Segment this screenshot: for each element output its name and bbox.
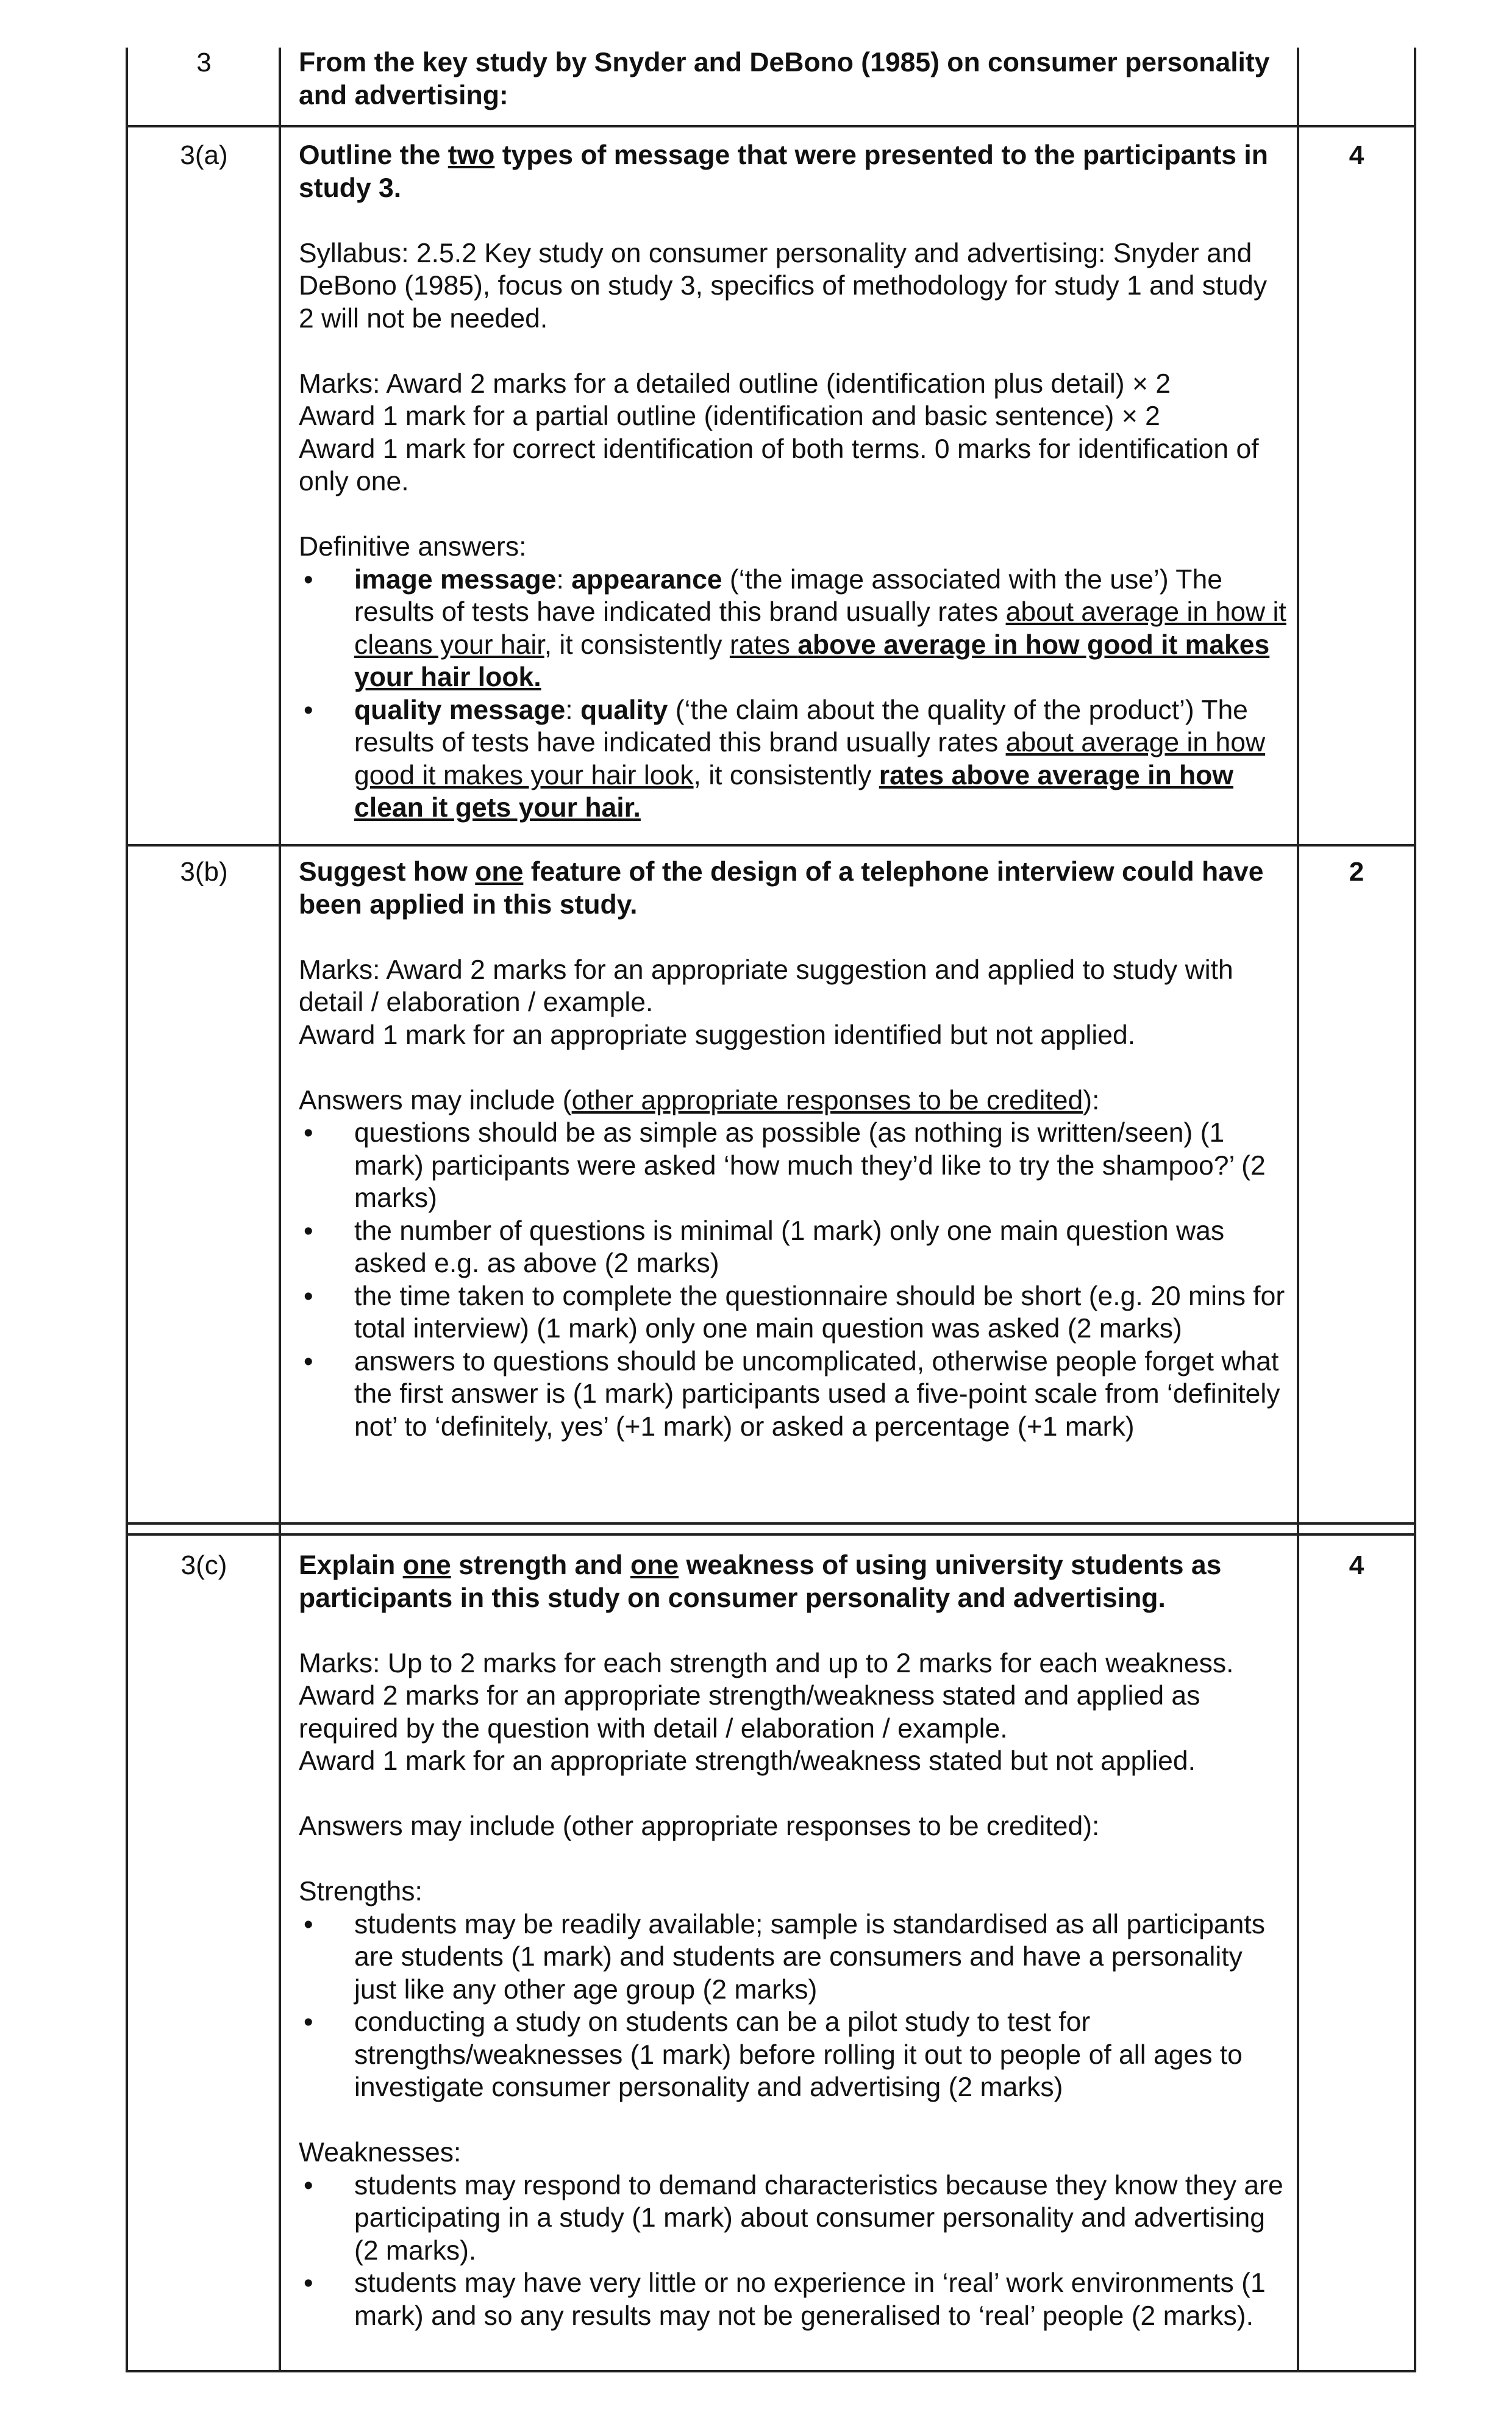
marks-value: 4 [1349, 140, 1364, 170]
question-text-part: Suggest how [299, 857, 476, 887]
list-item: • the number of questions is minimal (1 mark) only one main question was asked e.g. as above (2 marks) [299, 1215, 1286, 1280]
answer-text: : [556, 564, 572, 595]
table-border-left [126, 48, 128, 2372]
answers-underlined: other appropriate responses to be credited [571, 1085, 1083, 1115]
answer-underlined-bold: rates above average in how clean it gets your hair. [354, 760, 1233, 823]
list-item: • conducting a study on students can be a pilot study to test for strengths/weaknesses (1 mark) before rolling it out to people of all ages to investigate consumer personality and advertising (2 marks) [299, 2006, 1286, 2104]
question-emphasis: one [630, 1550, 679, 1580]
question-emphasis: one [475, 857, 524, 887]
answer-text: , it consistently [544, 629, 730, 660]
answer-underlined: rates [729, 629, 798, 660]
answer-underlined: about average in how it cleans your hair [354, 597, 1286, 660]
answer-list [299, 1117, 1286, 1443]
question-text-part: Outline the [299, 140, 448, 170]
question-text [299, 139, 1286, 204]
marking-guidance [299, 368, 1286, 498]
marking-line: Award 1 mark for a partial outline (identification and basic sentence) × 2 [299, 401, 1160, 431]
question-text-part: types of message that were presented to the participants in study 3. [299, 140, 1268, 203]
answer-text: (‘the image associated with the use’) The results of tests have indicated this brand usually rates [354, 564, 1222, 627]
answer-text: (‘the claim about the quality of the product’) The results of tests have indicated this brand usually rates [354, 695, 1248, 757]
question-text [299, 1549, 1286, 1614]
answer-keyword: quality [580, 695, 668, 725]
answer-keyword: appearance [571, 564, 722, 595]
answers-heading [299, 1084, 1286, 1117]
answer-underlined: about average in how good it makes your hair look [354, 728, 1266, 790]
answer-text: , it consistently [693, 760, 879, 790]
list-item: • students may have very little or no experience in ‘real’ work environments (1 mark) and so any results may not be generalised to ‘real’ people (2 marks). [299, 2267, 1286, 2332]
answer-term: quality message [354, 695, 566, 725]
question-number: 3(c) [180, 1550, 227, 1580]
weaknesses-list [299, 2169, 1286, 2333]
question-text-part: weakness of using university students as participants in this study on consumer personality and advertising. [299, 1550, 1222, 1613]
strengths-list [299, 1908, 1286, 2104]
syllabus-reference: Syllabus: 2.5.2 Key study on consumer personality and advertising: Snyder and DeBono (1985), focus on study 3, specifics of methodology for study 1 and study 2 will not be needed. [299, 238, 1268, 334]
marking-line: Award 1 mark for an appropriate suggestion identified but not applied. [299, 1020, 1136, 1050]
answers-text: Answers may include ( [299, 1085, 572, 1115]
question-emphasis: two [448, 140, 495, 170]
answer-underlined-bold: above average in how good it makes your hair look. [354, 629, 1270, 692]
table-border-right [1414, 48, 1416, 2372]
list-item [299, 694, 1286, 825]
question-number: 3(a) [180, 140, 228, 170]
question-text-part: feature of the design of a telephone interview could have been applied in this study. [299, 857, 1264, 920]
marking-line: Award 1 mark for an appropriate strength/weakness stated but not applied. [299, 1746, 1196, 1776]
question-text-part: strength and [451, 1550, 630, 1580]
marking-guidance [299, 954, 1286, 1052]
list-item: • students may respond to demand characteristics because they know they are participating in a study (1 mark) about consumer personality and advertising (2 marks). [299, 2169, 1286, 2268]
row-divider [126, 844, 1416, 847]
answer-term: image message [354, 564, 557, 595]
list-item: • the time taken to complete the questionnaire should be short (e.g. 20 mins for total interview) (1 mark) only one main question was asked (2 marks) [299, 1280, 1286, 1345]
answer-list [299, 564, 1286, 825]
answer-text: : [565, 695, 580, 725]
list-item [299, 564, 1286, 694]
row-divider [126, 125, 1416, 127]
question-number: 3(b) [180, 857, 228, 887]
question-text [299, 856, 1286, 921]
row-divider [126, 1533, 1416, 1536]
marking-guidance [299, 1647, 1286, 1778]
question-number: 3 [196, 48, 212, 77]
marking-line: Marks: Award 2 marks for a detailed outline (identification plus detail) × 2 [299, 368, 1171, 399]
question-body [299, 1549, 1286, 2332]
question-stem [299, 46, 1286, 112]
strengths-heading: Strengths: [299, 1877, 423, 1906]
table-border-col2 [1297, 48, 1299, 2372]
list-item: • students may be readily available; sample is standardised as all participants are students (1 mark) and students are consumers and have a personality just like any other age group (2 marks) [299, 1908, 1286, 2007]
marking-line: Marks: Up to 2 marks for each strength and up to 2 marks for each weakness. [299, 1648, 1234, 1678]
question-body [299, 856, 1286, 1443]
question-text-part: Explain [299, 1550, 403, 1580]
marking-line: Award 2 marks for an appropriate strength/weakness stated and applied as required by the question with detail / elaboration / example. [299, 1681, 1200, 1744]
answers-text: ): [1083, 1085, 1100, 1115]
marking-line: Award 1 mark for correct identification of both terms. 0 marks for identification of only one. [299, 434, 1259, 496]
table-border-col1 [279, 48, 281, 2372]
question-text: From the key study by Snyder and DeBono (1985) on consumer personality and advertising: [299, 48, 1270, 110]
list-item: • answers to questions should be uncomplicated, otherwise people forget what the first answer is (1 mark) participants used a five-point scale from ‘definitely not’ to ‘definitely, yes’ (+1 mark) or asked a percentage (+1 mark) [299, 1345, 1286, 1444]
marks-value: 4 [1349, 1550, 1364, 1580]
table-border-bottom [126, 2370, 1416, 2372]
marking-line: Marks: Award 2 marks for an appropriate suggestion and applied to study with detail / elaboration / example. [299, 954, 1233, 1017]
question-emphasis: one [402, 1550, 451, 1580]
marks-value: 2 [1349, 857, 1364, 887]
list-item: • questions should be as simple as possible (as nothing is written/seen) (1 mark) participants were asked ‘how much they’d like to try the shampoo?’ (2 marks) [299, 1117, 1286, 1215]
answers-heading: Answers may include (other appropriate responses to be credited): [299, 1811, 1100, 1841]
weaknesses-heading: Weaknesses: [299, 2138, 462, 2168]
row-divider [126, 1522, 1416, 1525]
question-body [299, 139, 1286, 825]
answers-heading: Definitive answers: [299, 532, 527, 562]
